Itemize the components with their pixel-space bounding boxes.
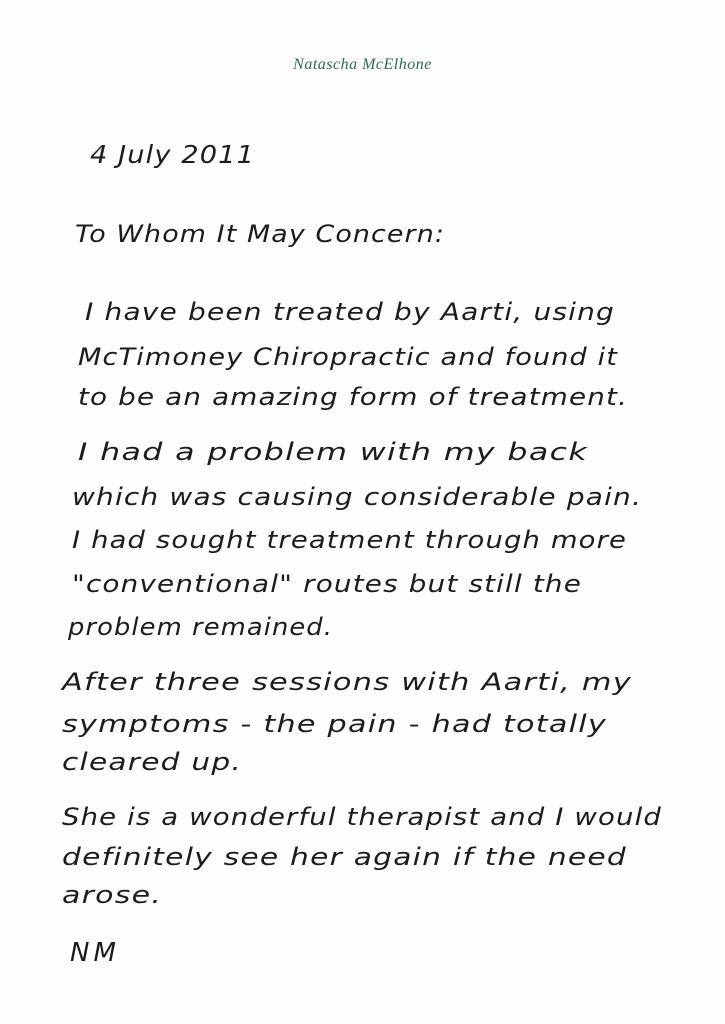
letter-line: I have been treated by Aarti, using xyxy=(85,298,615,326)
letter-line: I had a problem with my back xyxy=(78,438,588,466)
signature-initials: NM xyxy=(70,938,120,968)
letter-line: After three sessions with Aarti, my xyxy=(62,668,632,696)
letter-line: "conventional" routes but still the xyxy=(72,570,582,598)
letterhead-name: Natascha McElhone xyxy=(293,56,432,73)
letter-line: arose. xyxy=(62,881,162,909)
letter-line: I had sought treatment through more xyxy=(72,526,627,554)
letter-line: definitely see her again if the need xyxy=(62,843,627,871)
letter-line: She is a wonderful therapist and I would xyxy=(62,803,662,831)
letter-line: cleared up. xyxy=(62,748,242,776)
letter-date: 4 July 2011 xyxy=(90,140,255,169)
letter-line: McTimoney Chiropractic and found it xyxy=(78,343,618,371)
letter-salutation: To Whom It May Concern: xyxy=(75,220,445,248)
letter-line: problem remained. xyxy=(68,613,333,641)
letter-line: to be an amazing form of treatment. xyxy=(78,383,628,411)
letter-line: which was causing considerable pain. xyxy=(72,483,642,511)
letter-line: symptoms - the pain - had totally xyxy=(62,710,607,738)
